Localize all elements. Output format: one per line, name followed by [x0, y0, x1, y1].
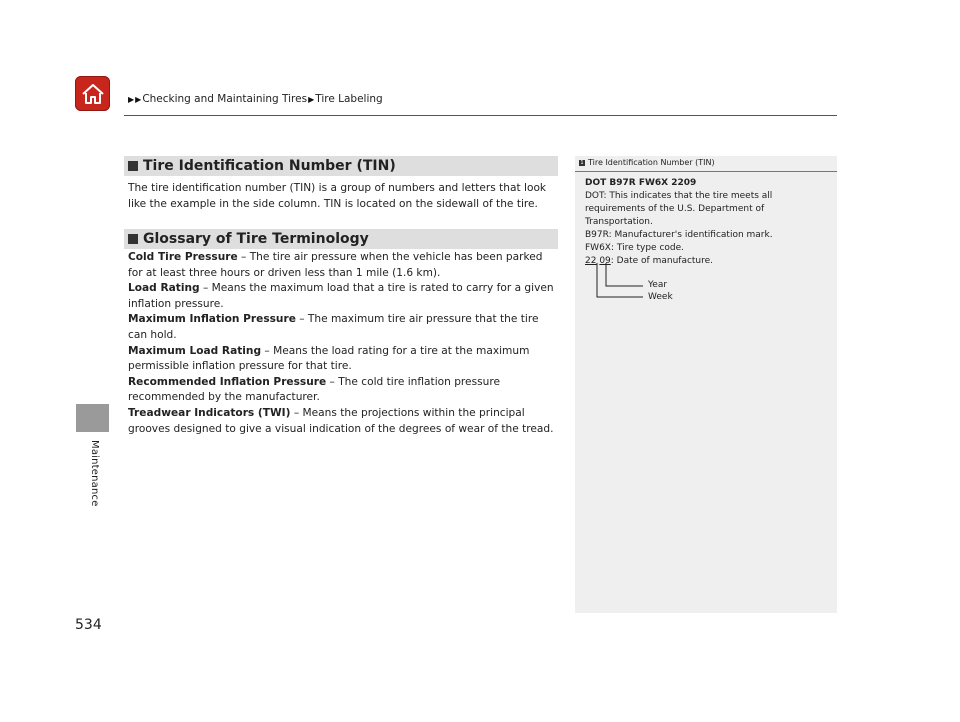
square-icon: [128, 161, 138, 171]
glossary-definition: – Means the maximum load that a tire is rated to carry for a given inflation pressure.: [128, 282, 554, 310]
glossary-list: [128, 250, 558, 437]
label-week: Week: [648, 292, 673, 302]
tin-paragraph: The tire identification number (TIN) is a group of numbers and letters that look like the example in the side column. TIN is located on the sidewall of the tire.: [128, 182, 547, 210]
page-number: 534: [75, 617, 102, 633]
side-note-title: [579, 158, 715, 167]
glossary-term: Cold Tire Pressure: [128, 251, 238, 263]
glossary-entry: [128, 312, 558, 343]
glossary-entry: [128, 375, 558, 406]
home-button[interactable]: [75, 76, 110, 111]
date-description: : Date of manufacture.: [610, 256, 714, 266]
side-note-divider: [575, 171, 837, 172]
tin-fw6x-line: FW6X: Tire type code.: [585, 243, 685, 253]
square-icon: [128, 234, 138, 244]
triangle-right-icon: ▶: [308, 94, 315, 104]
glossary-entry: [128, 406, 558, 437]
side-note-body: [585, 177, 825, 268]
section-title: Tire Identification Number (TIN): [143, 158, 396, 174]
glossary-term: Maximum Inflation Pressure: [128, 313, 296, 326]
glossary-definition: – Means the load rating for a tire at the maximum permissible inflation pressure for that tire.: [128, 344, 530, 373]
date-year: 09: [599, 256, 611, 266]
glossary-term: Recommended Inflation Pressure: [128, 375, 327, 388]
header-divider: [124, 115, 837, 116]
glossary-definition: – The maximum tire air pressure that the tire can hold.: [128, 313, 539, 341]
date-week: 22: [585, 256, 597, 266]
label-year: Year: [648, 280, 668, 290]
glossary-term: Load Rating: [128, 282, 200, 295]
breadcrumb: [128, 93, 383, 105]
tin-dot-line: DOT: This indicates that the tire meets all requirements of the U.S. Department of Transportation.: [585, 191, 773, 227]
tin-b97r-line: B97R: Manufacturer's identification mark.: [585, 230, 773, 240]
glossary-definition: – Means the projections within the principal grooves designed to give a visual indication of the degrees of wear of the tread.: [128, 406, 554, 435]
glossary-term: Maximum Load Rating: [128, 344, 262, 357]
section-title: Glossary of Tire Terminology: [143, 231, 369, 247]
chapter-tab[interactable]: [76, 404, 109, 432]
note-icon: 1: [580, 159, 584, 166]
section-heading-glossary: [124, 229, 558, 249]
glossary-entry: [128, 344, 558, 375]
tin-code: DOT B97R FW6X 2209: [585, 178, 697, 188]
glossary-entry: [128, 250, 558, 281]
triangle-right-icon: ▶: [135, 94, 142, 104]
glossary-definition: – The tire air pressure when the vehicle has been parked for at least three hours or driven less than 1 mile (1.6 km).: [128, 251, 543, 279]
glossary-term: Treadwear Indicators (TWI): [128, 406, 291, 419]
triangle-right-icon: ▶: [128, 94, 135, 104]
section-heading-tin: [124, 156, 558, 176]
chapter-label: Maintenance: [89, 440, 100, 507]
glossary-definition: – The cold tire inflation pressure recommended by the manufacturer.: [128, 375, 500, 404]
glossary-entry: [128, 281, 558, 312]
date-bracket-diagram: [585, 262, 645, 307]
home-icon: [81, 83, 105, 105]
breadcrumb-current[interactable]: Tire Labeling: [315, 93, 383, 105]
side-note-title-text: Tire Identification Number (TIN): [588, 158, 715, 167]
breadcrumb-link[interactable]: Checking and Maintaining Tires: [142, 93, 308, 105]
